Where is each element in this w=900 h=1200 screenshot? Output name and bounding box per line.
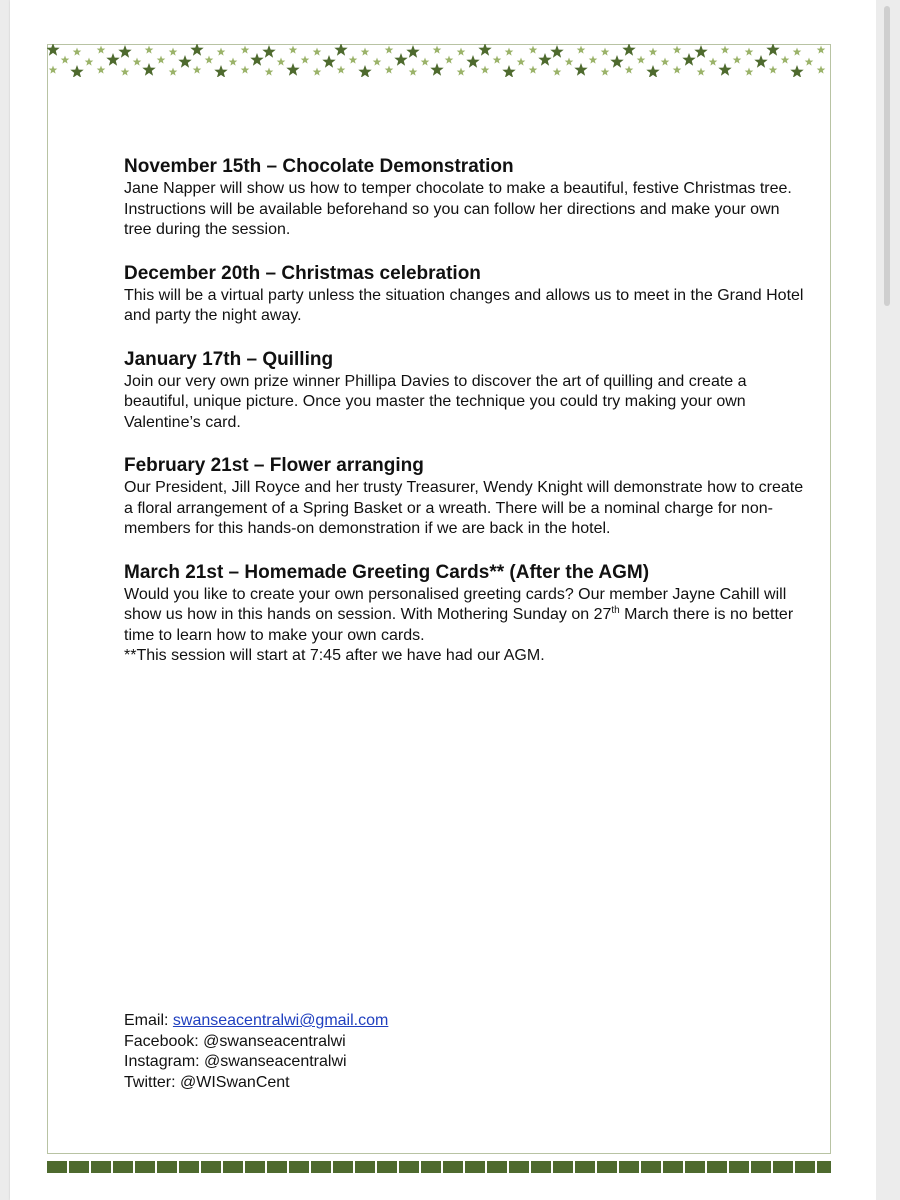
ordinal-suffix: th xyxy=(611,605,620,616)
border-segment xyxy=(707,1161,727,1173)
star-icon xyxy=(445,56,454,64)
border-segment xyxy=(333,1161,353,1173)
event-january xyxy=(124,348,804,434)
scrollbar-thumb[interactable] xyxy=(884,6,890,306)
star-icon xyxy=(262,45,275,58)
star-icon xyxy=(529,66,538,74)
border-segment xyxy=(773,1161,793,1173)
star-icon xyxy=(121,68,130,76)
star-icon xyxy=(373,58,382,66)
bottom-border xyxy=(47,1160,831,1172)
star-icon xyxy=(745,68,754,76)
contact-info xyxy=(124,1011,624,1093)
border-segment xyxy=(465,1161,485,1173)
star-icon xyxy=(337,66,346,74)
star-icon xyxy=(553,68,562,76)
border-segment xyxy=(179,1161,199,1173)
star-icon xyxy=(793,48,802,56)
border-segment xyxy=(795,1161,815,1173)
star-icon xyxy=(505,48,514,56)
border-segment xyxy=(575,1161,595,1173)
event-november xyxy=(124,155,804,241)
star-icon xyxy=(358,65,371,77)
star-icon xyxy=(241,66,250,74)
star-icon xyxy=(409,68,418,76)
star-icon xyxy=(169,48,178,56)
star-icon xyxy=(133,58,142,66)
star-icon xyxy=(229,58,238,66)
star-icon xyxy=(781,56,790,64)
border-segment xyxy=(751,1161,771,1173)
star-icon xyxy=(538,53,551,66)
star-border-graphic xyxy=(47,44,831,77)
border-segment xyxy=(91,1161,111,1173)
star-icon xyxy=(49,66,58,74)
star-icon xyxy=(709,58,718,66)
star-icon xyxy=(721,46,730,54)
star-icon xyxy=(313,68,322,76)
star-icon xyxy=(457,48,466,56)
star-icon xyxy=(817,46,826,54)
event-heading: March 21st – Homemade Greeting Cards** (After the AGM) xyxy=(124,561,650,583)
event-body: Join our very own prize winner Phillipa Davies to discover the art of quilling and create a beautiful, unique picture. Once you master the technique you could try making your own Valentine’s card. xyxy=(124,372,747,431)
star-icon xyxy=(574,63,587,76)
star-icon xyxy=(577,46,586,54)
events-list xyxy=(124,155,804,688)
star-icon xyxy=(790,65,803,77)
star-icon xyxy=(601,68,610,76)
star-icon xyxy=(361,48,370,56)
star-icon xyxy=(349,56,358,64)
event-heading: January 17th – Quilling xyxy=(124,348,334,370)
scrollbar[interactable] xyxy=(876,0,900,1200)
star-icon xyxy=(301,56,310,64)
star-icon xyxy=(682,53,695,66)
email-link[interactable]: swanseacentralwi@gmail.com xyxy=(172,1012,389,1029)
event-body-part2: March there is no better time to learn how to make your own cards. xyxy=(124,606,794,644)
event-heading: February 21st – Flower arranging xyxy=(124,455,424,476)
star-icon xyxy=(205,56,214,64)
star-icon xyxy=(85,58,94,66)
event-body: Our President, Jill Royce and her trusty Treasurer, Wendy Knight will demonstrate how to create a floral arrangement of a Spring Basket or a wreath. There will be a nominal charge for non-members for this hands-on demonstration if we are back in the hotel. xyxy=(124,479,804,537)
star-icon xyxy=(277,58,286,66)
star-icon xyxy=(754,55,767,68)
border-segment xyxy=(553,1161,573,1173)
star-icon xyxy=(610,55,623,68)
star-icon xyxy=(466,55,479,68)
star-border-top xyxy=(47,44,831,77)
star-icon xyxy=(817,66,826,74)
border-segment xyxy=(355,1161,375,1173)
star-icon xyxy=(97,66,106,74)
event-march xyxy=(124,561,804,667)
event-february xyxy=(124,454,804,540)
star-icon xyxy=(697,68,706,76)
star-icon xyxy=(214,65,227,77)
star-icon xyxy=(97,46,106,54)
star-icon xyxy=(313,48,322,56)
star-icon xyxy=(406,45,419,58)
star-icon xyxy=(385,46,394,54)
event-body: Jane Napper will show us how to temper chocolate to make a beautiful, festive Christmas tree. Instructions will be available beforehand so you can follow her directions and make your own tree during the session. xyxy=(124,180,792,238)
star-icon xyxy=(718,63,731,76)
border-segment xyxy=(69,1161,89,1173)
border-segment xyxy=(641,1161,661,1173)
star-icon xyxy=(805,58,814,66)
star-icon xyxy=(334,44,347,56)
star-icon xyxy=(265,68,274,76)
star-icon xyxy=(694,45,707,58)
border-segment xyxy=(509,1161,529,1173)
border-segment xyxy=(157,1161,177,1173)
border-segment xyxy=(531,1161,551,1173)
border-segment xyxy=(685,1161,705,1173)
star-icon xyxy=(142,63,155,76)
star-icon xyxy=(193,66,202,74)
border-segment xyxy=(619,1161,639,1173)
border-segment xyxy=(223,1161,243,1173)
star-icon xyxy=(430,63,443,76)
star-icon xyxy=(766,44,779,56)
star-icon xyxy=(589,56,598,64)
border-segment xyxy=(597,1161,617,1173)
event-body xyxy=(124,585,804,647)
star-icon xyxy=(529,46,538,54)
border-segment xyxy=(113,1161,133,1173)
border-segment xyxy=(289,1161,309,1173)
star-icon xyxy=(502,65,515,77)
star-icon xyxy=(421,58,430,66)
star-icon xyxy=(385,66,394,74)
star-icon xyxy=(286,63,299,76)
star-icon xyxy=(157,56,166,64)
star-icon xyxy=(457,68,466,76)
star-icon xyxy=(478,44,491,56)
event-december xyxy=(124,262,804,327)
star-icon xyxy=(118,45,131,58)
instagram-line: Instagram: @swanseacentralwi xyxy=(124,1053,347,1070)
star-icon xyxy=(169,68,178,76)
twitter-line: Twitter: @WISwanCent xyxy=(124,1073,290,1091)
star-icon xyxy=(241,46,250,54)
star-icon xyxy=(601,48,610,56)
event-note: **This session will start at 7:45 after we have had our AGM. xyxy=(124,647,545,664)
bottom-border-graphic xyxy=(47,1161,831,1173)
email-line xyxy=(124,1011,624,1032)
email-label: Email: xyxy=(124,1012,173,1029)
star-icon xyxy=(322,55,335,68)
star-icon xyxy=(145,46,154,54)
star-icon xyxy=(769,66,778,74)
border-segment xyxy=(47,1161,67,1173)
star-icon xyxy=(565,58,574,66)
border-segment xyxy=(663,1161,683,1173)
star-icon xyxy=(289,46,298,54)
star-icon xyxy=(673,46,682,54)
star-icon xyxy=(61,56,70,64)
border-segment xyxy=(135,1161,155,1173)
star-icon xyxy=(745,48,754,56)
border-segment xyxy=(399,1161,419,1173)
star-icon xyxy=(106,53,119,66)
star-icon xyxy=(550,45,563,58)
event-body-part1: Would you like to create your own personalised greeting cards? Our member Jayne Cahill will show us how in this hands on session. With Mothering Sunday on 27 xyxy=(124,585,787,623)
event-body: This will be a virtual party unless the situation changes and allows us to meet in the Grand Hotel and party the night away. xyxy=(124,286,804,324)
border-segment xyxy=(311,1161,331,1173)
facebook-line: Facebook: @swanseacentralwi xyxy=(124,1032,346,1050)
border-segment xyxy=(729,1161,749,1173)
border-segment xyxy=(377,1161,397,1173)
star-icon xyxy=(433,46,442,54)
star-icon xyxy=(190,44,203,56)
star-icon xyxy=(70,65,83,77)
star-icon xyxy=(517,58,526,66)
star-icon xyxy=(646,65,659,77)
border-segment xyxy=(267,1161,287,1173)
border-segment xyxy=(201,1161,221,1173)
star-icon xyxy=(625,66,634,74)
star-icon xyxy=(649,48,658,56)
border-segment xyxy=(443,1161,463,1173)
star-icon xyxy=(733,56,742,64)
star-icon xyxy=(250,53,263,66)
star-icon xyxy=(73,48,82,56)
star-icon xyxy=(178,55,191,68)
star-icon xyxy=(493,56,502,64)
star-icon xyxy=(637,56,646,64)
star-icon xyxy=(622,44,635,56)
event-heading: November 15th – Chocolate Demonstration xyxy=(124,156,514,177)
border-segment xyxy=(421,1161,441,1173)
star-icon xyxy=(481,66,490,74)
border-segment xyxy=(245,1161,265,1173)
star-icon xyxy=(661,58,670,66)
star-icon xyxy=(673,66,682,74)
event-heading: December 20th – Christmas celebration xyxy=(124,262,481,284)
star-icon xyxy=(394,53,407,66)
border-segment xyxy=(487,1161,507,1173)
star-icon xyxy=(47,44,60,56)
star-icon xyxy=(217,48,226,56)
border-segment xyxy=(817,1161,831,1173)
